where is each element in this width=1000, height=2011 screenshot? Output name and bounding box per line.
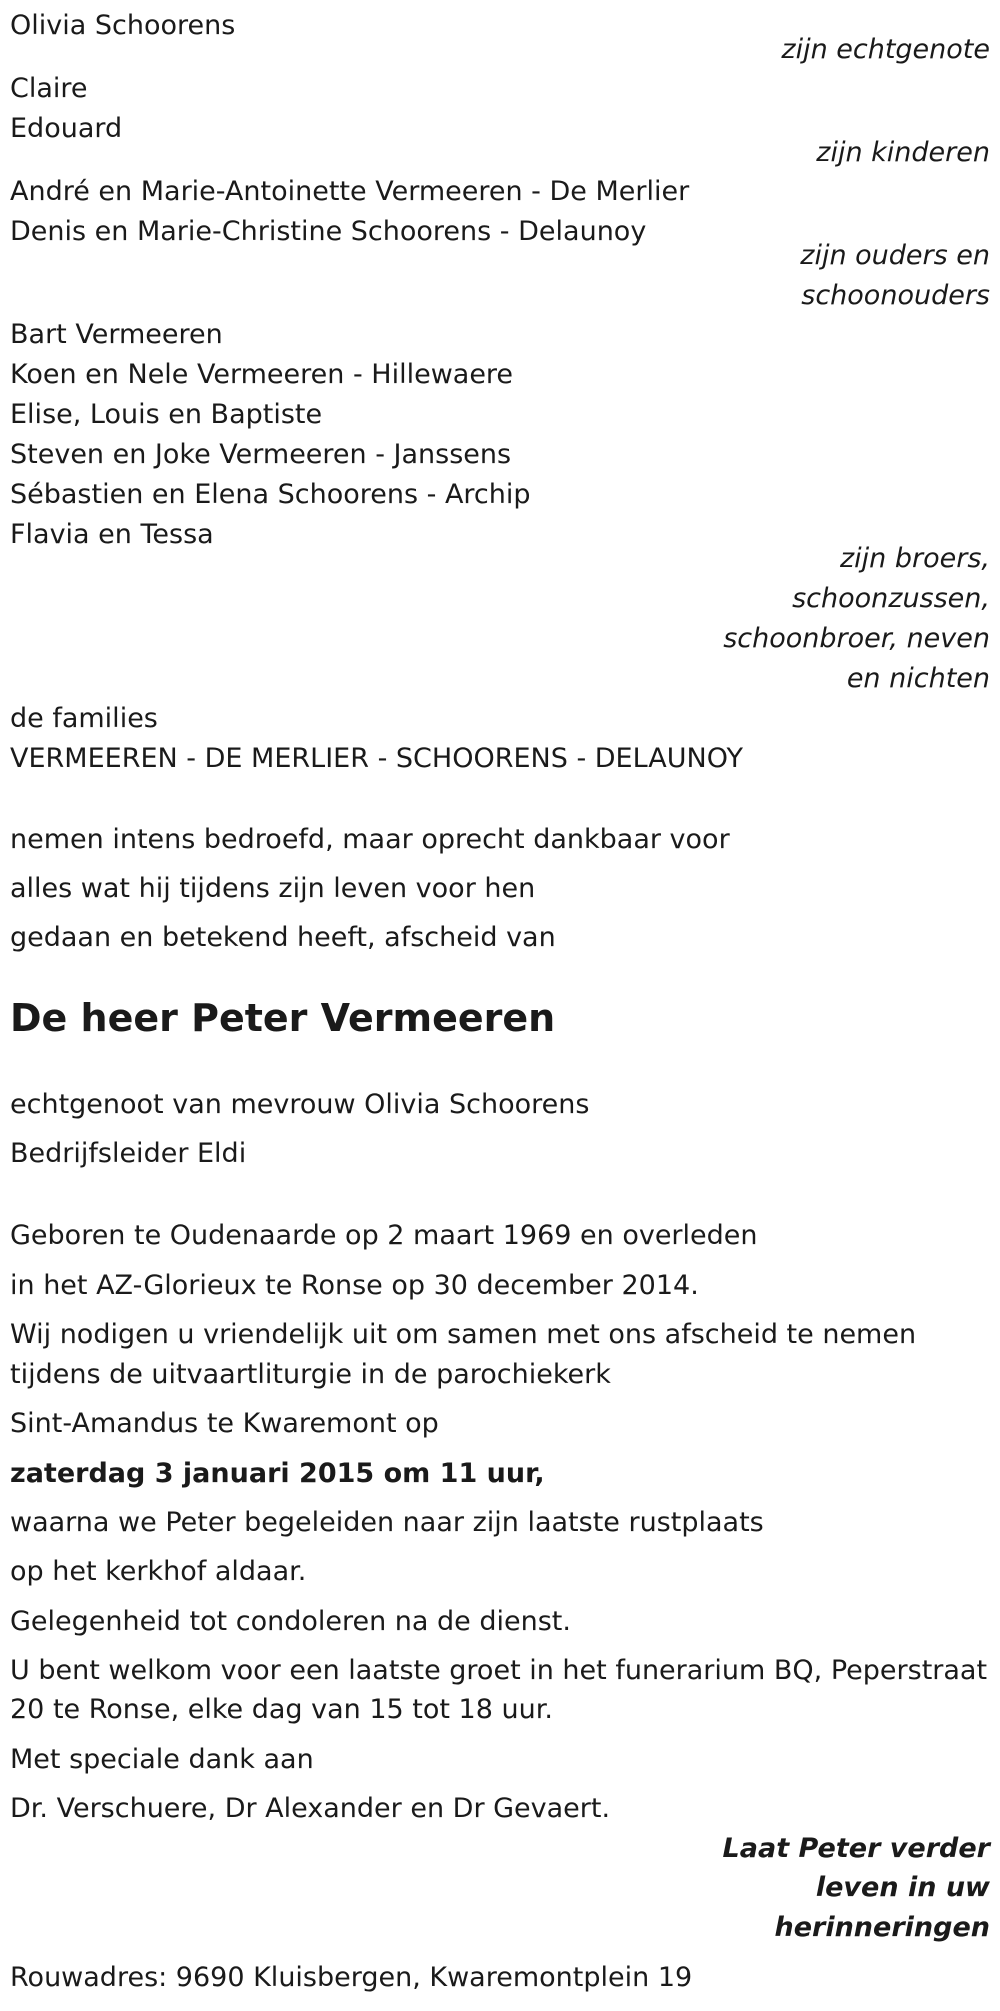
invitation-line: Wij nodigen u vriendelijk uit om samen met ons afscheid te nemen [10,1319,917,1350]
parents-line: Denis en Marie-Christine Schoorens - Delaunoy [10,216,647,247]
invitation-line: tijdens de uitvaartliturgie in de parochiekerk [10,1359,611,1390]
parents-line: André en Marie-Antoinette Vermeeren - De Merlier [10,176,690,207]
wife-role: zijn echtgenote [781,34,990,65]
visit-line: U bent welkom voor een laatste groet in het funerarium BQ, Peperstraat [10,1655,988,1686]
child-name: Edouard [10,113,123,144]
sibling-line: Sébastien en Elena Schoorens - Archip [10,479,531,510]
intro-line: gedaan en betekend heeft, afscheid van [10,922,556,953]
sibling-line: Elise, Louis en Baptiste [10,399,323,430]
siblings-role-line: schoonzussen, [792,583,990,614]
deceased-name: De heer Peter Vermeeren [10,996,556,1040]
siblings-role-line: en nichten [846,663,990,694]
families-label: de families [10,703,158,734]
birth-line: Geboren te Oudenaarde op 2 maart 1969 en overleden [10,1220,758,1251]
wife-name: Olivia Schoorens [10,10,236,41]
closing-line: herinneringen [774,1912,990,1943]
closing-line: leven in uw [815,1872,990,1903]
sibling-line: Flavia en Tessa [10,519,214,550]
thanks-line: Met speciale dank aan [10,1744,314,1775]
burial-line: op het kerkhof aldaar. [10,1556,307,1587]
parents-role-line: schoonouders [801,280,990,311]
intro-line: nemen intens bedroefd, maar oprecht dankbaar voor [10,824,730,855]
spouse-line: echtgenoot van mevrouw Olivia Schoorens [10,1089,590,1120]
siblings-role-line: zijn broers, [840,543,990,574]
visit-line: 20 te Ronse, elke dag van 15 tot 18 uur. [10,1694,553,1725]
siblings-role-line: schoonbroer, neven [723,623,990,654]
burial-line: waarna we Peter begeleiden naar zijn laatste rustplaats [10,1507,764,1538]
condolence-line: Gelegenheid tot condoleren na de dienst. [10,1606,571,1637]
death-line: in het AZ-Glorieux te Ronse op 30 december 2014. [10,1270,699,1301]
thanks-line: Dr. Verschuere, Dr Alexander en Dr Gevaert. [10,1793,611,1824]
children-role: zijn kinderen [816,137,990,168]
closing-line: Laat Peter verder [722,1833,990,1864]
funeral-date: zaterdag 3 januari 2015 om 11 uur, [10,1458,545,1489]
intro-line: alles wat hij tijdens zijn leven voor hen [10,873,536,904]
sibling-line: Koen en Nele Vermeeren - Hillewaere [10,359,514,390]
sibling-line: Bart Vermeeren [10,319,223,350]
child-name: Claire [10,73,88,104]
families-names: VERMEEREN - DE MERLIER - SCHOORENS - DELAUNOY [10,743,743,774]
occupation: Bedrijfsleider Eldi [10,1138,247,1169]
church-line: Sint-Amandus te Kwaremont op [10,1408,439,1439]
sibling-line: Steven en Joke Vermeeren - Janssens [10,439,512,470]
parents-role-line: zijn ouders en [800,240,990,271]
mourning-address: Rouwadres: 9690 Kluisbergen, Kwaremontplein 19 [10,1962,693,1993]
